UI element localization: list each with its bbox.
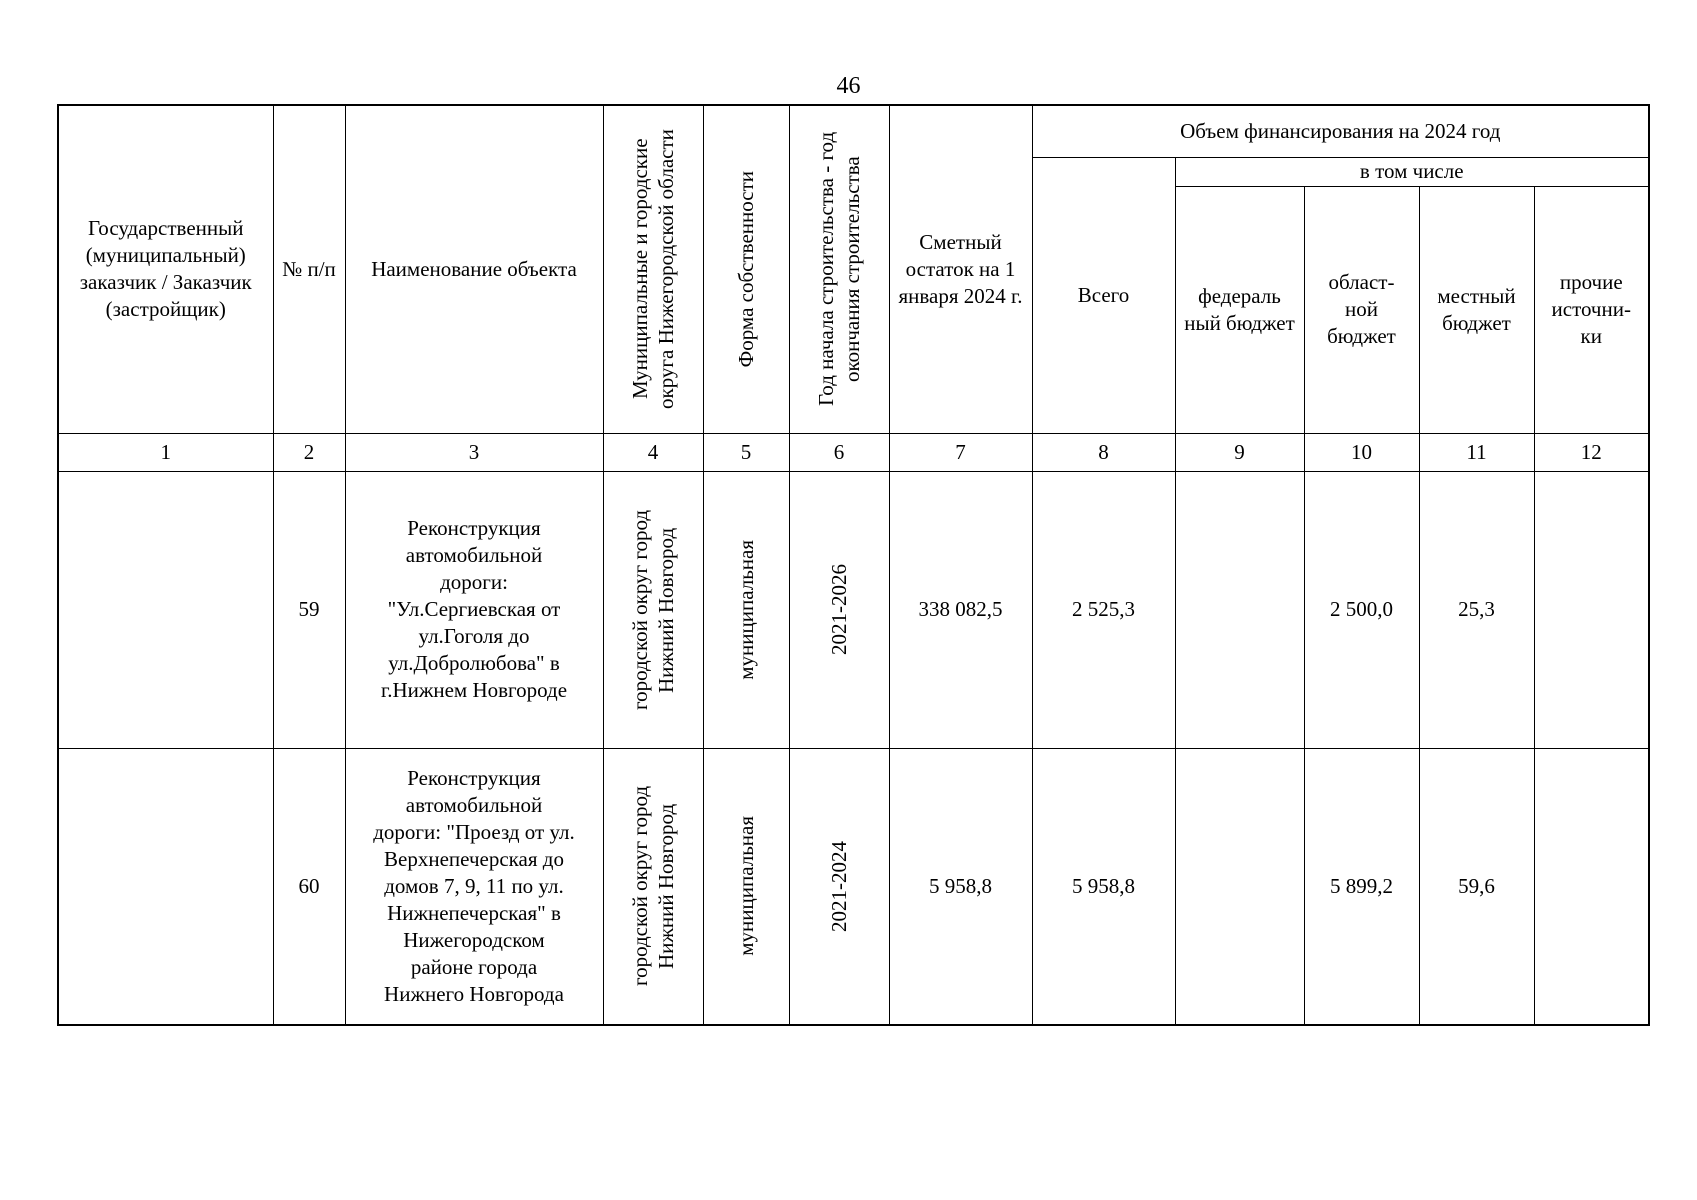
cell-years: 2021-2024 — [789, 748, 889, 1025]
cell-num: 59 — [273, 471, 345, 748]
table-row — [58, 471, 1649, 748]
header-local: местный бюджет — [1419, 186, 1534, 433]
header-ownership: Форма собственности — [703, 105, 789, 433]
column-number-row — [58, 433, 1649, 471]
cell-municipality: городской округ город Нижний Новгород — [603, 748, 703, 1025]
header-financing: Объем финансирования на 2024 год — [1032, 105, 1649, 157]
cell-regional: 2 500,0 — [1304, 471, 1419, 748]
cell-customer — [58, 748, 273, 1025]
cell-other — [1534, 471, 1649, 748]
column-number: 9 — [1175, 433, 1304, 471]
cell-total: 2 525,3 — [1032, 471, 1175, 748]
column-number: 4 — [603, 433, 703, 471]
header-municipality: Муниципальные и городские округа Нижегородской области — [603, 105, 703, 433]
header-regional: област- ной бюджет — [1304, 186, 1419, 433]
cell-local: 59,6 — [1419, 748, 1534, 1025]
cell-regional: 5 899,2 — [1304, 748, 1419, 1025]
header-total: Всего — [1032, 157, 1175, 433]
cell-local: 25,3 — [1419, 471, 1534, 748]
cell-estimate: 5 958,8 — [889, 748, 1032, 1025]
header-object-name: Наименование объекта — [345, 105, 603, 433]
header-estimate: Сметный остаток на 1 января 2024 г. — [889, 105, 1032, 433]
cell-estimate: 338 082,5 — [889, 471, 1032, 748]
column-number: 12 — [1534, 433, 1649, 471]
cell-ownership: муниципальная — [703, 471, 789, 748]
header-num: № п/п — [273, 105, 345, 433]
column-number: 10 — [1304, 433, 1419, 471]
column-number: 1 — [58, 433, 273, 471]
cell-other — [1534, 748, 1649, 1025]
header-federal: федераль ный бюджет — [1175, 186, 1304, 433]
header-customer: Государственный (муниципальный) заказчик / Заказчик (застройщик) — [58, 105, 273, 433]
column-number: 3 — [345, 433, 603, 471]
header-other: прочие источни- ки — [1534, 186, 1649, 433]
cell-object-name: Реконструкция автомобильной дороги: "Проезд от ул. Верхнепечерская до домов 7, 9, 11 по ул. Нижнепечерская" в Нижегородском районе города Нижнего Новгорода — [345, 748, 603, 1025]
cell-ownership: муниципальная — [703, 748, 789, 1025]
cell-object-name: Реконструкция автомобильной дороги: "Ул.Сергиевская от ул.Гоголя до ул.Добролюбова" в г.Нижнем Новгороде — [345, 471, 603, 748]
table-row — [58, 748, 1649, 1025]
page-number: 46 — [836, 73, 861, 99]
cell-federal — [1175, 748, 1304, 1025]
column-number: 11 — [1419, 433, 1534, 471]
column-number: 6 — [789, 433, 889, 471]
cell-federal — [1175, 471, 1304, 748]
column-number: 5 — [703, 433, 789, 471]
cell-num: 60 — [273, 748, 345, 1025]
cell-total: 5 958,8 — [1032, 748, 1175, 1025]
column-number: 7 — [889, 433, 1032, 471]
cell-customer — [58, 471, 273, 748]
cell-years: 2021-2026 — [789, 471, 889, 748]
header-including: в том числе — [1175, 157, 1649, 186]
header-years: Год начала строительства - год окончания строительства — [789, 105, 889, 433]
cell-municipality: городской округ город Нижний Новгород — [603, 471, 703, 748]
financing-table — [57, 104, 1650, 1026]
column-number: 2 — [273, 433, 345, 471]
column-number: 8 — [1032, 433, 1175, 471]
